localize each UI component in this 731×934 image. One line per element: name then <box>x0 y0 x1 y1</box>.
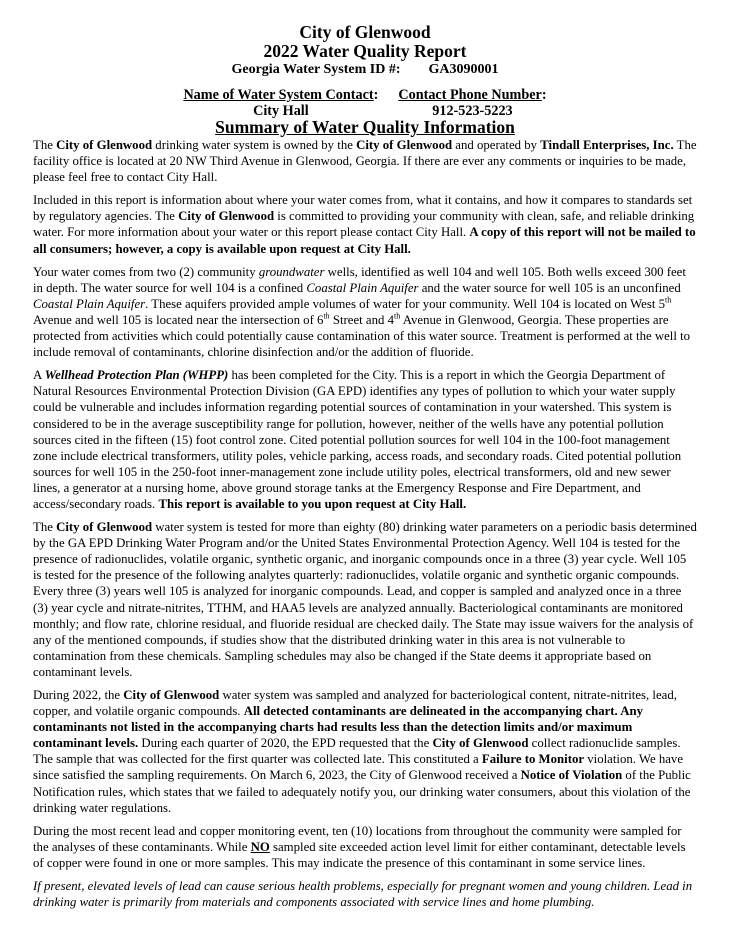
contact-phone-value: 912-523-5223 <box>432 103 513 119</box>
system-id-line <box>33 61 697 78</box>
paragraph-water-source: Your water comes from two (2) community groundwater wells, identified as well 104 and well 105. Both wells exceed 300 feet in depth. The water source for well 104 is a confined Coastal Plain Aquifer and the water source for well 105 is an unconfined Coastal Plain Aquifer. These aquifers provided ample volumes of water for your community. Well 104 is located on West 5th Avenue and well 105 is located near the intersection of 6th Street and 4th Avenue in Glenwood, Georgia. These properties are protected from activities which could potentially cause contamination of this water source. Treatment is performed at the well to include removal of contaminants, chlorine disinfection and/or the addition of fluoride. <box>33 264 691 360</box>
contact-name-value: City Hall <box>253 103 309 119</box>
system-id-value: GA3090001 <box>428 62 499 77</box>
contact-block <box>33 87 697 119</box>
paragraph-wellhead-protection: A Wellhead Protection Plan (WHPP) has been completed for the City. This is a report in which the Georgia Department of Natural Resources Environmental Protection Division (GA EPD) identifies any types of pollution to which your water supply could be vulnerable and includes information regarding potential sources of contamination in your watershed. This system is considered to be in the average susceptibility range for pollution, however, neither of the wells have any potential pollution sources cited in the fifteen (15) foot control zone. Cited potential pollution sources for well 104 in the 100-foot management zone include electrical transformers, utility poles, vehicle parking, access roads, and secondary roads. Cited potential pollution sources for well 105 in the 250-foot inner-management zone include utility poles, electrical transformers, old and new sewer lines, a generator at a nursing home, above ground storage tanks at the Emergency Response and Fire Department, and access/secondary roads. This report is available to you upon request at City Hall. <box>33 368 682 511</box>
paragraph-lead-health: If present, elevated levels of lead can cause serious health problems, especially for pregnant women and young children. Lead in drinking water is primarily from materials and components associated with service lines and home plumbing. <box>33 879 693 910</box>
paragraph-testing: The City of Glenwood water system is tested for more than eighty (80) drinking water parameters on a periodic basis determined by the GA EPD Drinking Water Program and/or the United States Environmental Protection Agency. Well 104 is tested for the presence of radionuclides, volatile organic, synthetic organic, and inorganic compounds once in a three (3) year cycle. Well 105 is tested for the presence of the following analytes quarterly: radionuclides, volatile organic and synthetic organic compounds. Every three (3) years well 105 is analyzed for inorganic compounds. Lead, and copper is sampled and analyzed once in a three (3) year cycle and nitrate-nitrites, TTHM, and HAA5 levels are analyzed annually. Bacteriological contaminants are monitored monthly; and flow rate, chlorine residual, and fluoride residual are checked daily. The State may issue waivers for the analysis of any of the mentioned compounds, if studies show that the distributed drinking water in this area is not vulnerable to contamination from these chemicals. Sampling schedules may also be changed if the State deems it appropriate based on contaminant levels. <box>33 520 697 679</box>
contact-phone-column: Contact Phone Number: 912-523-5223 <box>398 87 547 119</box>
city-title: City of Glenwood <box>299 22 431 42</box>
contact-phone-label: Contact Phone Number <box>398 87 542 103</box>
paragraph-report-info: Included in this report is information about where your water comes from, what it contains, and how it compares to standards set by regulatory agencies. The City of Glenwood is committed to providing your community with clean, safe, and reliable drinking water. For more information about your water or this report please contact City Hall. A copy of this report will not be mailed to all consumers; however, a copy is available upon request at City Hall. <box>33 193 696 256</box>
contact-name-column: Name of Water System Contact: City Hall <box>183 87 379 119</box>
system-id-label: Georgia Water System ID #: <box>231 62 401 77</box>
report-title: 2022 Water Quality Report <box>263 41 467 61</box>
paragraph-lead-copper: During the most recent lead and copper monitoring event, ten (10) locations from throughout the community were sampled for the analyses of these contaminants. While NO sampled site exceeded action level limit for either contaminant, detectable levels of copper were found in one or more samples. This may indicate the presence of this contaminant in some service lines. <box>33 823 686 870</box>
contact-name-label: Name of Water System Contact <box>183 87 374 103</box>
paragraph-ownership: The City of Glenwood drinking water system is owned by the City of Glenwood and operated by Tindall Enterprises, Inc. The facility office is located at 20 NW Third Avenue in Glenwood, Georgia. If there are ever any comments or inquiries to be made, please feel free to contact City Hall. <box>33 138 697 185</box>
summary-heading: Summary of Water Quality Information <box>215 117 515 137</box>
paragraph-sampling-2022: During 2022, the City of Glenwood water system was sampled and analyzed for bacteriological content, nitrate-nitrites, lead, copper, and volatile organic compounds. All detected contaminants are delineated in the accompanying chart. Any contaminants not listed in the accompanying charts had results less than the detection limits and/or maximum contaminant levels. During each quarter of 2020, the EPD requested that the City of Glenwood collect radionuclide samples. The sample that was collected for the first quarter was collected late. This constituted a Failure to Monitor violation. We have since satisfied the sampling requirements. On March 6, 2023, the City of Glenwood received a Notice of Violation of the Public Notification rules, which states that we failed to adequately notify you, our drinking water consumers, about this violation of the drinking water regulations. <box>33 688 691 815</box>
